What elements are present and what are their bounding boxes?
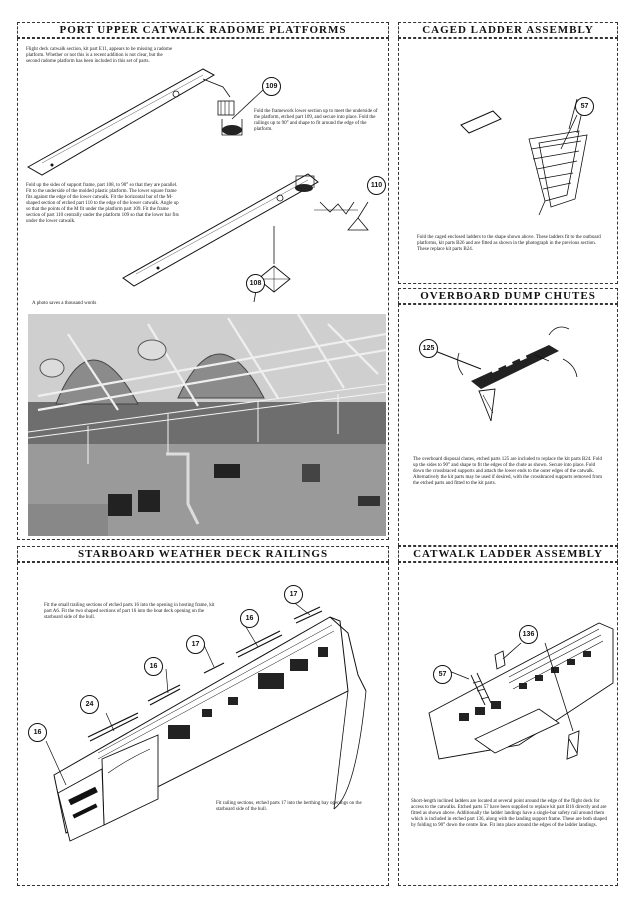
- port-support-text: Fold up the sides of support frame, part 108, to 90° so that they are parallel. Fit to the underside of the molded plastic platform. The lower square frame fits against the edge of the lower catwalk. Fit the horizontal bar of the M-shaped section of etched part 110 to the edge of the lower catwalk. Angle up so that the points of the M fit under the platform part 109. Fit the frame section of part 110 centrally under the platform 109 so that the lower bar fits under the lower catwalk.: [26, 183, 179, 224]
- port-section-title: PORT UPPER CATWALK RADOME PLATFORMS: [17, 22, 389, 38]
- callout-57-catwalk: 57: [433, 665, 452, 684]
- port-fold-text: Fold the framework lower section up to meet the underside of the platform, etched part 109, and secure into place. Fold the railings up to 90° and shape to fit around the edge of the platform.: [254, 109, 378, 132]
- lower-catwalk-drawing: [18, 164, 388, 304]
- callout-17-a: 17: [284, 585, 303, 604]
- callout-16-a: 16: [240, 609, 259, 628]
- dump-chute-part: [471, 345, 559, 421]
- frame-110-parts: [314, 202, 368, 230]
- callout-24: 24: [80, 695, 99, 714]
- port-section-panel: [17, 38, 389, 540]
- callout-57-caged: 57: [575, 97, 594, 116]
- photo-caption: A photo saves a thousand words: [32, 301, 97, 306]
- catwalk-ladder-text: Short-length inclined ladders are located at several point around the edge of the flight deck for access to the catwalks. Etched parts 57 have been supplied to replace kit part B16 directly and are fitted as shown above. Additionally the ladder landings have a single-bar safety rail around them which is included in etched part 136, along with the landing support frame. These are both shaped by folding to 90° down the centre line. Fit into place around the edges of the ladder landings.: [411, 799, 607, 828]
- caged-section-title: CAGED LADDER ASSEMBLY: [398, 22, 618, 38]
- callout-110: 110: [367, 176, 386, 195]
- hull-railings-drawing: [18, 563, 388, 883]
- catwalk-ladder-section-panel: [398, 562, 618, 886]
- caged-ladder-cage: [529, 99, 587, 215]
- callout-125: 125: [419, 339, 438, 358]
- caged-text: Fold the caged enclosed ladders to the shape shown above. These ladders fit to the outboard platforms, kit parts B26 and are fitted as shown in the photograph in the previous section. These replace kit parts B24.: [417, 235, 601, 252]
- callout-16-c: 16: [28, 723, 47, 742]
- callout-16-b: 16: [144, 657, 163, 676]
- port-intro-text: Flight deck catwalk section, kit part E11, appears to be missing a radome platform. Whether or not this is a recent addition is not clear, but the second radome platform has been included in this set of parts.: [26, 47, 173, 64]
- photo-detail: [28, 314, 386, 536]
- starboard-text-1: Fit the small trailing sections of etched parts 16 into the opening in hosting frame, kit part A6. Fit the two shaped sections of part 16 into the boat deck opening on the starboard side of the hull.: [44, 603, 215, 620]
- starboard-section-panel: [17, 562, 389, 886]
- dump-section-title: OVERBOARD DUMP CHUTES: [398, 288, 618, 304]
- caged-section-panel: [398, 38, 618, 284]
- dump-text: The overboard disposal chutes, etched parts 125 are included to replace the kit parts B24. Fold up the sides to 90° and shape to fit the edges of the chute as shown. Secure into place. Fold down the crossbraced supports and attach the lower ends to the outer edges of the catwalk. Alternatively the kit parts may be used if desired, with the crossbraced supports removed from the etched parts and fitted to the kit parts.: [413, 457, 602, 486]
- catwalk-photograph: [28, 314, 386, 536]
- starboard-section-title: STARBOARD WEATHER DECK RAILINGS: [17, 546, 389, 562]
- catwalk-ladder-drawing: [399, 563, 617, 793]
- callout-108: 108: [246, 274, 265, 293]
- dump-chute-drawing: [399, 305, 617, 435]
- callout-109: 109: [262, 77, 281, 96]
- dump-section-panel: [398, 304, 618, 546]
- callout-136: 136: [519, 625, 538, 644]
- callout-17-b: 17: [186, 635, 205, 654]
- catwalk-ladder-section-title: CATWALK LADDER ASSEMBLY: [398, 546, 618, 562]
- starboard-text-2: Fit railing sections, etched parts 17 into the berthing bay openings on the starboard side of the hull.: [216, 801, 362, 812]
- caged-ladder-drawing: [399, 39, 617, 239]
